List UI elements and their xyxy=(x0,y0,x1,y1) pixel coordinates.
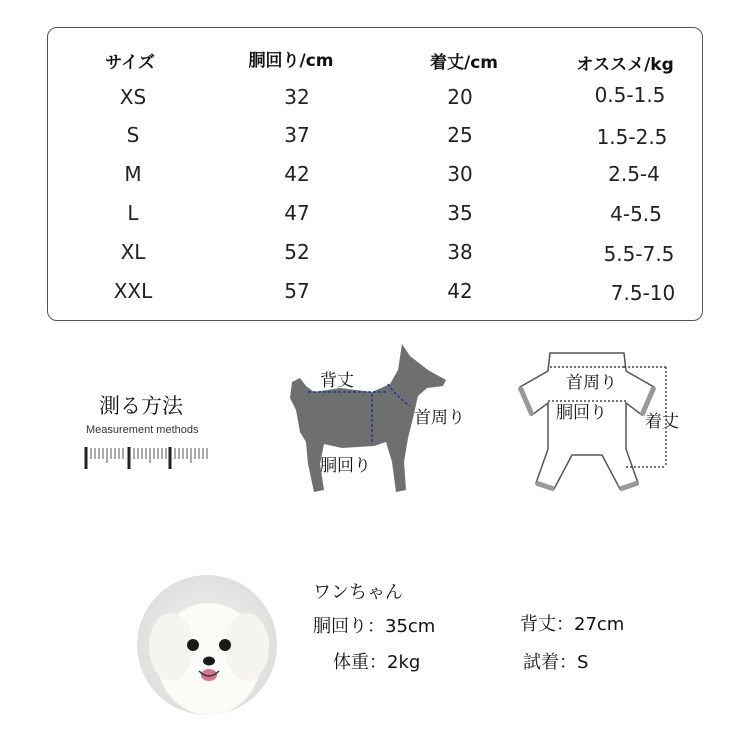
table-cell: 38 xyxy=(447,240,473,264)
dog-fitted-size: 試着：S xyxy=(523,652,589,673)
header-chest: 胴回り/cm xyxy=(248,51,334,71)
table-cell: 4-5.5 xyxy=(610,202,662,226)
dog-back-label: 背丈 xyxy=(320,371,354,391)
table-cell: 42 xyxy=(447,279,473,303)
table-cell: 57 xyxy=(284,279,310,303)
dog-chest-value: 胴回り：35cm xyxy=(313,616,436,637)
table-cell: 20 xyxy=(447,85,473,109)
size-table xyxy=(47,27,703,321)
dog-photo xyxy=(137,575,277,715)
table-cell: 30 xyxy=(447,162,473,186)
header-size: サイズ xyxy=(105,53,155,73)
table-cell: 42 xyxy=(284,162,310,186)
table-cell: M xyxy=(124,162,142,186)
header-weight: オススメ/kg xyxy=(576,55,674,75)
table-cell: XL xyxy=(120,240,146,264)
ruler-icon xyxy=(84,445,210,471)
header-length: 着丈/cm xyxy=(430,53,498,73)
garment-neck-label: 首周り xyxy=(566,373,617,393)
table-cell: 5.5-7.5 xyxy=(603,242,675,266)
table-cell: 0.5-1.5 xyxy=(594,83,666,107)
table-cell: 52 xyxy=(284,240,310,264)
dog-weight-value: 体重：2kg xyxy=(333,652,421,673)
table-cell: 37 xyxy=(284,123,310,147)
table-cell: 1.5-2.5 xyxy=(596,125,668,149)
table-cell: XS xyxy=(119,85,147,109)
table-cell: XXL xyxy=(113,279,153,303)
garment-length-label: 着丈 xyxy=(645,412,679,432)
dog-name: ワンちゃん xyxy=(313,582,403,603)
table-cell: 47 xyxy=(284,201,310,225)
table-cell: S xyxy=(126,123,140,147)
table-cell: 32 xyxy=(284,85,310,109)
table-cell: 25 xyxy=(447,123,473,147)
garment-chest-label: 胴回り xyxy=(556,403,607,423)
table-cell: 7.5-10 xyxy=(610,281,676,305)
dog-neck-label: 首周り xyxy=(414,408,465,428)
method-subtitle: Measurement methods xyxy=(86,424,199,436)
table-cell: L xyxy=(127,201,139,225)
table-cell: 35 xyxy=(447,201,473,225)
table-cell: 2.5-4 xyxy=(608,162,660,186)
dog-back-value: 背丈：27cm xyxy=(520,614,625,635)
dog-chest-label: 胴回り xyxy=(320,456,371,476)
method-title: 測る方法 xyxy=(99,394,183,418)
